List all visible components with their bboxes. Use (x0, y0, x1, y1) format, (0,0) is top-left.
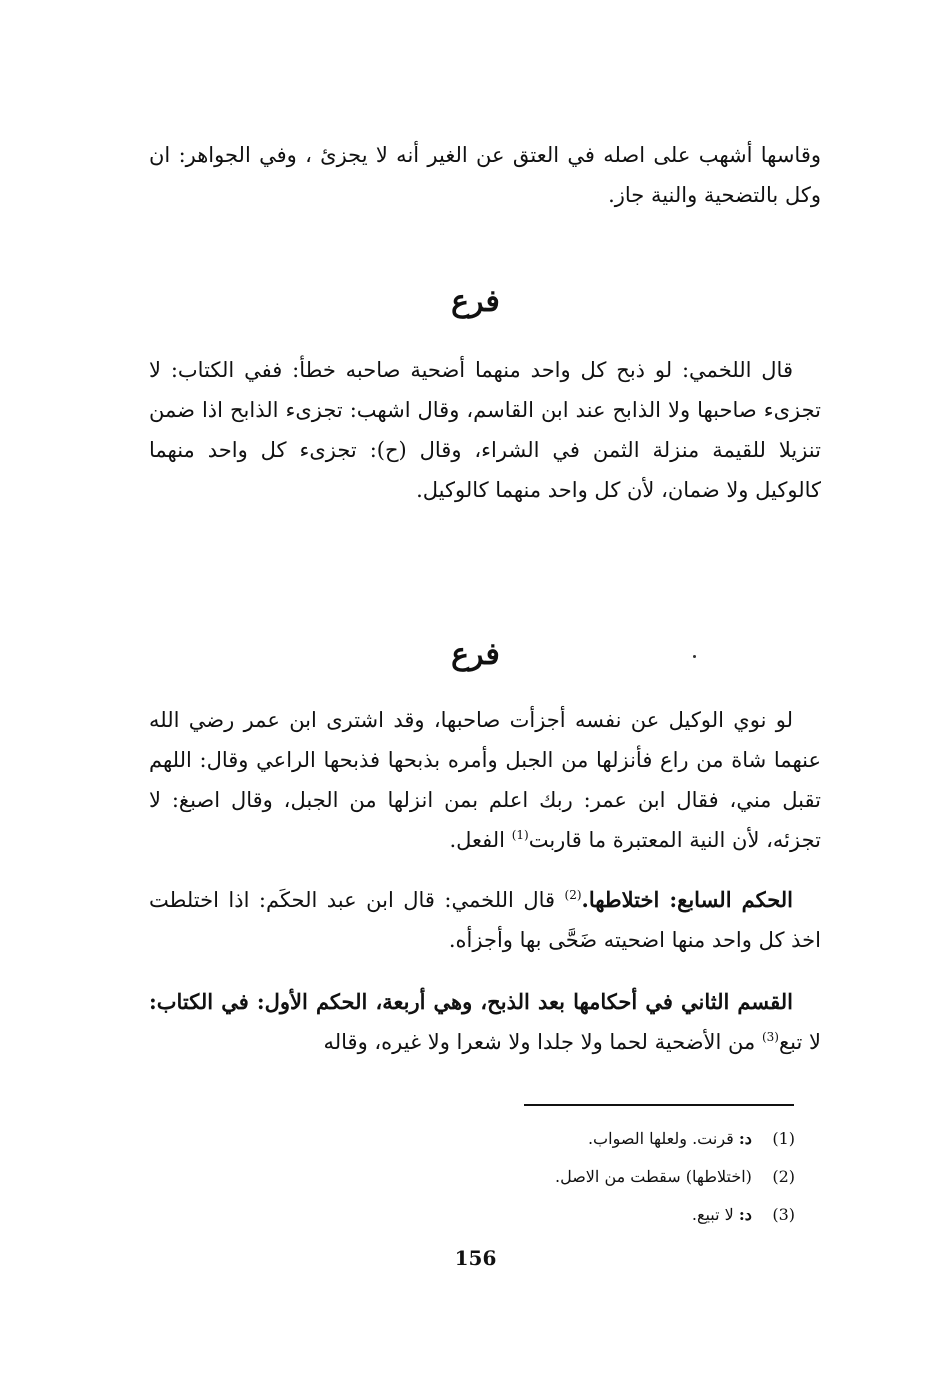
footnote-ref-2: (2) (564, 888, 582, 902)
paragraph-1 (149, 135, 821, 215)
footnote-text: لا تبيع. (691, 1205, 739, 1224)
paragraph-3 (149, 700, 821, 860)
footnote-ref-3: (3) (761, 1030, 779, 1044)
scan-speck (693, 655, 696, 658)
footnotes (295, 1120, 795, 1234)
footnote-1 (295, 1120, 795, 1158)
paragraph-4-text: قال اللخمي: قال ابن عبد الحكَم: اذا اختلطت اخذ كل واحد منها اضحيته ضَحَّى بها وأجزأه. (149, 888, 821, 952)
footnote-source-code: د: (738, 1205, 752, 1224)
footnote-2 (295, 1158, 795, 1196)
footnote-3 (295, 1196, 795, 1234)
paragraph-5-mid: لا تبع (778, 1030, 821, 1054)
section-heading-2: فرع (451, 637, 500, 672)
section-heading-1: فرع (451, 284, 500, 319)
paragraph-5-lead: القسم الثاني في أحكامها بعد الذبح، وهي أربعة، الحكم الأول: في الكتاب: (149, 989, 793, 1014)
paragraph-3-text: لو نوي الوكيل عن نفسه أجزأت صاحبها، وقد اشترى ابن عمر رضي الله عنهما شاة من راع فأنزلها من الجبل وأمره بذبحها فذبحها الراعي وقال: اللهم تقبل مني، فقال ابن عمر: ربك اعلم بمن انزلها من الجبل، وقال اصبغ: لا تجزئه، لأن النية المعتبرة ما قاربت (149, 708, 821, 852)
paragraph-2-text: قال اللخمي: لو ذبح كل واحد منهما أضحية صاحبه خطأ: ففي الكتاب: لا تجزىء صاحبها ولا الذابح عند ابن القاسم، وقال اشهب: تجزىء الذابح اذا ضمن تنزيلا للقيمة منزلة الثمن في الشراء، وقال (ح): تجزىء كل واحد منهما كالوكيل ولا ضمان، لأن كل واحد منهما كالوكيل. (149, 358, 821, 502)
footnote-text: (اختلاطها) سقطت من الاصل. (555, 1167, 752, 1186)
footnote-separator (524, 1104, 794, 1106)
paragraph-4-lead: الحكم السابع: اختلاطها. (581, 887, 793, 912)
paragraph-3-end: الفعل. (449, 828, 512, 852)
page-number: 156 (454, 1246, 497, 1270)
paragraph-5-text: من الأضحية لحما ولا جلدا ولا شعرا ولا غيره، وقاله (323, 1030, 762, 1054)
footnote-text: قرنت. ولعلها الصواب. (587, 1129, 739, 1148)
paragraph-5 (149, 982, 821, 1062)
footnote-number: (2) (772, 1167, 795, 1186)
footnote-number: (3) (772, 1205, 795, 1224)
footnote-source-code: د: (738, 1129, 752, 1148)
paragraph-1-text: وقاسها أشهب على اصله في العتق عن الغير أنه لا يجزئ ، وفي الجواهر: ان وكل بالتضحية والنية جاز. (149, 143, 821, 207)
footnote-ref-1: (1) (511, 828, 529, 842)
paragraph-4 (149, 880, 821, 960)
paragraph-2 (149, 350, 821, 510)
footnote-number: (1) (772, 1129, 795, 1148)
